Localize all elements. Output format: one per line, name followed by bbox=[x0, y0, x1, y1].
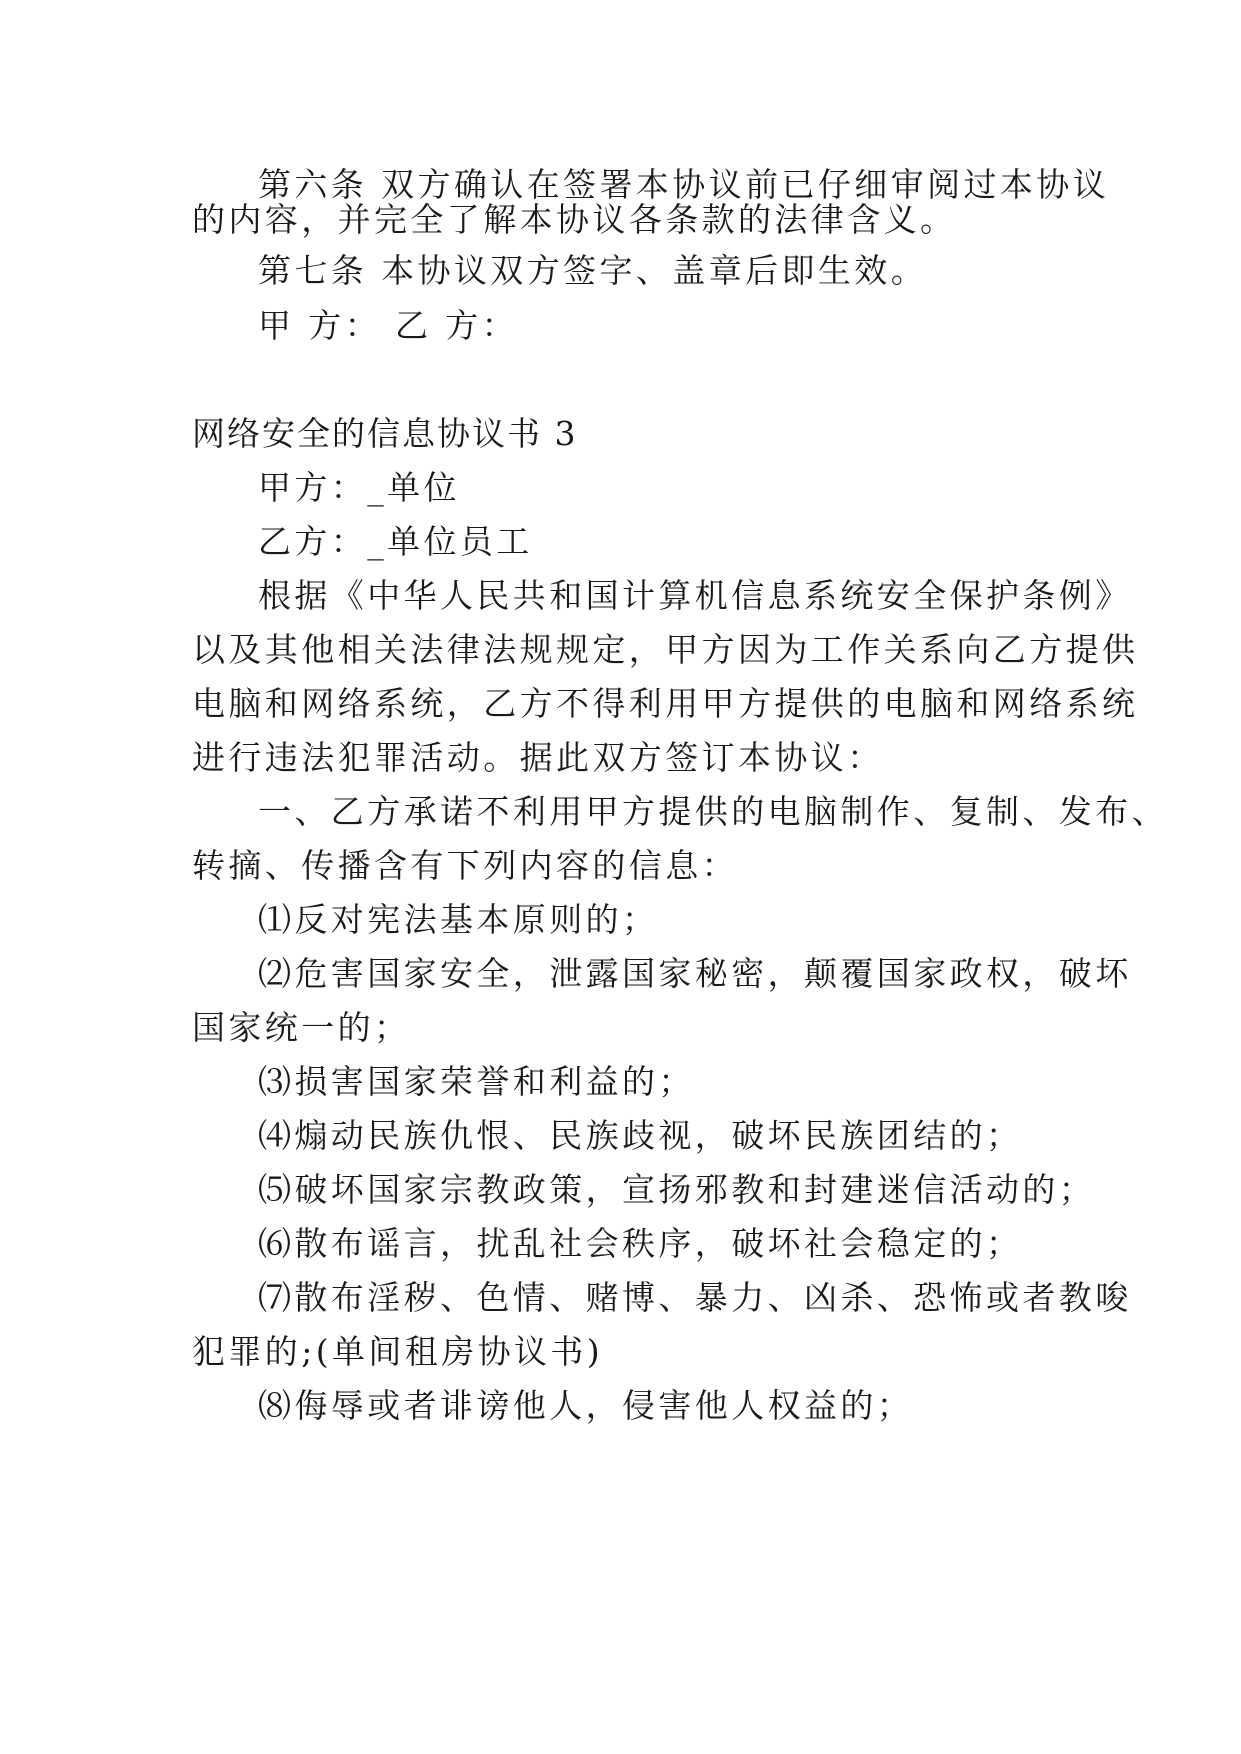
list-item-7-line-2: 犯罪的;(单间租房协议书) bbox=[192, 1332, 604, 1371]
article-seven: 第七条 本协议双方签字、盖章后即生效。 bbox=[258, 251, 928, 290]
list-item-7-line-1: ⑺散布淫秽、色情、赌博、暴力、凶杀、恐怖或者教唆 bbox=[258, 1278, 1132, 1317]
list-item-3: ⑶损害国家荣誉和利益的； bbox=[258, 1062, 695, 1101]
clause-one-line-1: 一、乙方承诺不利用甲方提供的电脑制作、复制、发布、 bbox=[258, 792, 1168, 831]
article-six-line-1: 第六条 双方确认在签署本协议前已仔细审阅过本协议 bbox=[258, 165, 1110, 204]
party-a: 甲方：_单位 bbox=[258, 468, 460, 507]
list-item-4: ⑷煽动民族仇恨、民族歧视，破坏民族团结的； bbox=[258, 1116, 1023, 1155]
list-item-2-line-2: 国家统一的； bbox=[192, 1008, 411, 1047]
preamble-line-4: 进行违法犯罪活动。据此双方签订本协议： bbox=[192, 738, 884, 777]
article-six-line-2: 的内容，并完全了解本协议各条款的法律含义。 bbox=[192, 200, 957, 239]
preamble-line-2: 以及其他相关法律法规规定，甲方因为工作关系向乙方提供 bbox=[192, 630, 1139, 669]
signature-parties: 甲 方： 乙 方： bbox=[258, 306, 519, 345]
section-title: 网络安全的信息协议书 3 bbox=[192, 414, 578, 453]
list-item-8: ⑻侮辱或者诽谤他人，侵害他人权益的； bbox=[258, 1386, 914, 1425]
list-item-2-line-1: ⑵危害国家安全，泄露国家秘密，颠覆国家政权，破坏 bbox=[258, 954, 1132, 993]
list-item-6: ⑹散布谣言，扰乱社会秩序，破坏社会稳定的； bbox=[258, 1224, 1023, 1263]
list-item-5: ⑸破坏国家宗教政策，宣扬邪教和封建迷信活动的； bbox=[258, 1170, 1096, 1209]
party-b: 乙方：_单位员工 bbox=[258, 522, 533, 561]
preamble-line-3: 电脑和网络系统，乙方不得利用甲方提供的电脑和网络系统 bbox=[192, 684, 1139, 723]
list-item-1: ⑴反对宪法基本原则的； bbox=[258, 900, 659, 939]
clause-one-line-2: 转摘、传播含有下列内容的信息： bbox=[192, 846, 738, 885]
preamble-line-1: 根据《中华人民共和国计算机信息系统安全保护条例》 bbox=[258, 576, 1132, 615]
